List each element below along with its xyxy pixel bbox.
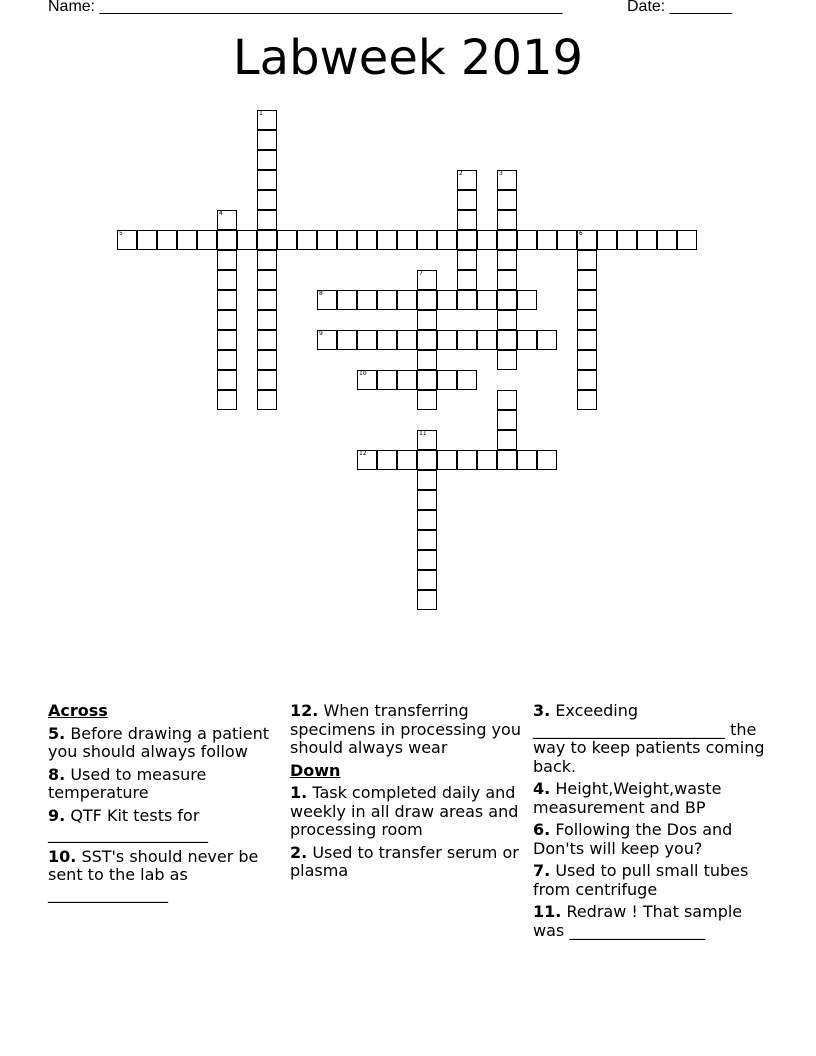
grid-cell[interactable] xyxy=(497,410,517,430)
clues-column-3 xyxy=(533,702,773,944)
grid-cell[interactable] xyxy=(397,290,417,310)
grid-cell[interactable] xyxy=(217,290,237,310)
clue-across-12: 12. When transferring specimens in processing you should always wear xyxy=(290,701,521,757)
grid-cell[interactable] xyxy=(417,550,437,570)
clue-across-5: 5. Before drawing a patient you should always follow xyxy=(48,723,269,761)
grid-cell[interactable] xyxy=(257,170,277,190)
grid-cell[interactable] xyxy=(537,230,557,250)
grid-cell[interactable] xyxy=(217,230,237,250)
grid-cell[interactable] xyxy=(457,450,477,470)
grid-cell[interactable] xyxy=(417,590,437,610)
grid-cell[interactable] xyxy=(257,190,277,210)
grid-cell[interactable] xyxy=(357,370,377,390)
grid-cell[interactable] xyxy=(217,250,237,270)
clue-number: 2 xyxy=(459,170,463,177)
grid-cell[interactable] xyxy=(657,230,677,250)
grid-cell[interactable] xyxy=(417,510,437,530)
clue-down-11: 11. Redraw ! That sample was _________________ xyxy=(533,902,743,940)
clues-column-1 xyxy=(48,702,278,907)
grid-cell[interactable] xyxy=(437,230,457,250)
across-heading: Across xyxy=(48,701,108,720)
grid-cell[interactable] xyxy=(477,450,497,470)
grid-cell[interactable] xyxy=(257,330,277,350)
grid-cell[interactable] xyxy=(597,230,617,250)
clue-number: 8 xyxy=(319,290,323,297)
grid-cell[interactable] xyxy=(377,450,397,470)
grid-cell[interactable] xyxy=(497,450,517,470)
grid-cell[interactable] xyxy=(257,290,277,310)
grid-cell[interactable] xyxy=(517,330,537,350)
grid-cell[interactable] xyxy=(457,170,477,190)
date-field[interactable]: Date: _______ xyxy=(627,0,732,15)
grid-cell[interactable] xyxy=(257,310,277,330)
grid-cell[interactable] xyxy=(337,290,357,310)
grid-cell[interactable] xyxy=(397,230,417,250)
grid-cell[interactable] xyxy=(477,290,497,310)
grid-cell[interactable] xyxy=(517,230,537,250)
grid-cell[interactable] xyxy=(377,370,397,390)
clue-across-9: 9. QTF Kit tests for ____________________ xyxy=(48,805,208,843)
grid-cell[interactable] xyxy=(257,390,277,410)
grid-cell[interactable] xyxy=(437,450,457,470)
grid-cell[interactable] xyxy=(617,230,637,250)
grid-cell[interactable] xyxy=(417,370,437,390)
grid-cell[interactable] xyxy=(457,370,477,390)
grid-cell[interactable] xyxy=(217,330,237,350)
grid-cell[interactable] xyxy=(377,290,397,310)
grid-cell[interactable] xyxy=(437,290,457,310)
grid-cell[interactable] xyxy=(537,450,557,470)
grid-cell[interactable] xyxy=(457,230,477,250)
clue-down-7: 7. Used to pull small tubes from centrifuge xyxy=(533,861,749,899)
grid-cell[interactable] xyxy=(477,230,497,250)
clue-number: 5 xyxy=(119,230,123,237)
grid-cell[interactable] xyxy=(257,270,277,290)
grid-cell[interactable] xyxy=(577,350,597,370)
grid-cell[interactable] xyxy=(117,230,137,250)
grid-cell[interactable] xyxy=(217,270,237,290)
grid-cell[interactable] xyxy=(377,230,397,250)
grid-cell[interactable] xyxy=(177,230,197,250)
clue-number: 12 xyxy=(359,450,367,457)
grid-cell[interactable] xyxy=(137,230,157,250)
grid-cell[interactable] xyxy=(397,330,417,350)
clue-down-3: 3. Exceeding ________________________ the way to keep patients coming back. xyxy=(533,701,765,776)
grid-cell[interactable] xyxy=(497,170,517,190)
grid-cell[interactable] xyxy=(537,330,557,350)
grid-cell[interactable] xyxy=(357,330,377,350)
grid-cell[interactable] xyxy=(217,350,237,370)
grid-cell[interactable] xyxy=(257,350,277,370)
grid-cell[interactable] xyxy=(497,390,517,410)
clue-down-6: 6. Following the Dos and Don'ts will keep you? xyxy=(533,820,733,858)
grid-cell[interactable] xyxy=(357,290,377,310)
clue-down-4: 4. Height,Weight,waste measurement and BP xyxy=(533,779,722,817)
grid-cell[interactable] xyxy=(497,190,517,210)
grid-cell[interactable] xyxy=(477,330,497,350)
grid-cell[interactable] xyxy=(457,290,477,310)
grid-cell[interactable] xyxy=(257,370,277,390)
grid-cell[interactable] xyxy=(497,330,517,350)
grid-cell[interactable] xyxy=(197,230,217,250)
grid-cell[interactable] xyxy=(217,210,237,230)
grid-cell[interactable] xyxy=(417,390,437,410)
grid-cell[interactable] xyxy=(357,450,377,470)
grid-cell[interactable] xyxy=(317,330,337,350)
grid-cell[interactable] xyxy=(457,190,477,210)
grid-cell[interactable] xyxy=(577,310,597,330)
grid-cell[interactable] xyxy=(257,110,277,130)
grid-cell[interactable] xyxy=(217,310,237,330)
grid-cell[interactable] xyxy=(457,250,477,270)
clue-down-1: 1. Task completed daily and weekly in all draw areas and processing room xyxy=(290,783,519,839)
grid-cell[interactable] xyxy=(637,230,657,250)
grid-cell[interactable] xyxy=(397,370,417,390)
grid-cell[interactable] xyxy=(417,450,437,470)
clue-number: 1 xyxy=(259,110,263,117)
grid-cell[interactable] xyxy=(257,130,277,150)
grid-cell[interactable] xyxy=(577,330,597,350)
grid-cell[interactable] xyxy=(497,210,517,230)
name-field[interactable]: Name: ____________________________________________________ xyxy=(48,0,563,15)
grid-cell[interactable] xyxy=(337,230,357,250)
grid-cell[interactable] xyxy=(437,330,457,350)
grid-cell[interactable] xyxy=(417,570,437,590)
grid-cell[interactable] xyxy=(577,370,597,390)
grid-cell[interactable] xyxy=(577,390,597,410)
clue-number: 11 xyxy=(419,430,427,437)
grid-cell[interactable] xyxy=(417,530,437,550)
grid-cell[interactable] xyxy=(237,230,257,250)
grid-cell[interactable] xyxy=(677,230,697,250)
grid-cell[interactable] xyxy=(417,290,437,310)
grid-cell[interactable] xyxy=(457,330,477,350)
grid-cell[interactable] xyxy=(257,250,277,270)
grid-cell[interactable] xyxy=(497,350,517,370)
grid-cell[interactable] xyxy=(497,230,517,250)
grid-cell[interactable] xyxy=(317,290,337,310)
grid-cell[interactable] xyxy=(397,450,417,470)
grid-cell[interactable] xyxy=(417,270,437,290)
grid-cell[interactable] xyxy=(457,270,477,290)
clue-across-8: 8. Used to measure temperature xyxy=(48,764,207,802)
grid-cell[interactable] xyxy=(157,230,177,250)
clues-column-2 xyxy=(290,702,525,885)
clue-down-2: 2. Used to transfer serum or plasma xyxy=(290,842,519,880)
grid-cell[interactable] xyxy=(517,450,537,470)
grid-cell[interactable] xyxy=(417,310,437,330)
clue-number: 6 xyxy=(579,230,583,237)
grid-cell[interactable] xyxy=(497,310,517,330)
grid-cell[interactable] xyxy=(297,230,317,250)
grid-cell[interactable] xyxy=(357,230,377,250)
grid-cell[interactable] xyxy=(277,230,297,250)
clue-number: 4 xyxy=(219,210,223,217)
grid-cell[interactable] xyxy=(557,230,577,250)
clue-number: 7 xyxy=(419,270,423,277)
puzzle-title: Labweek 2019 xyxy=(232,30,584,86)
grid-cell[interactable] xyxy=(517,290,537,310)
grid-cell[interactable] xyxy=(497,430,517,450)
grid-cell[interactable] xyxy=(217,390,237,410)
grid-cell[interactable] xyxy=(417,330,437,350)
grid-cell[interactable] xyxy=(377,330,397,350)
grid-cell[interactable] xyxy=(577,230,597,250)
grid-cell[interactable] xyxy=(257,210,277,230)
down-heading: Down xyxy=(290,760,341,780)
grid-cell[interactable] xyxy=(577,250,597,270)
grid-cell[interactable] xyxy=(257,150,277,170)
grid-cell[interactable] xyxy=(317,230,337,250)
grid-cell[interactable] xyxy=(417,230,437,250)
grid-cell[interactable] xyxy=(437,370,457,390)
grid-cell[interactable] xyxy=(257,230,277,250)
clue-number: 10 xyxy=(359,370,367,377)
clue-number: 9 xyxy=(319,330,323,337)
grid-cell[interactable] xyxy=(417,470,437,490)
grid-cell[interactable] xyxy=(417,430,437,450)
grid-cell[interactable] xyxy=(497,290,517,310)
grid-cell[interactable] xyxy=(217,370,237,390)
clue-across-10: 10. SST's should never be sent to the lab as _______________ xyxy=(48,846,259,903)
grid-cell[interactable] xyxy=(497,270,517,290)
grid-cell[interactable] xyxy=(577,290,597,310)
grid-cell[interactable] xyxy=(457,210,477,230)
clue-number: 3 xyxy=(499,170,503,177)
grid-cell[interactable] xyxy=(417,490,437,510)
grid-cell[interactable] xyxy=(337,330,357,350)
grid-cell[interactable] xyxy=(497,250,517,270)
grid-cell[interactable] xyxy=(577,270,597,290)
grid-cell[interactable] xyxy=(417,350,437,370)
